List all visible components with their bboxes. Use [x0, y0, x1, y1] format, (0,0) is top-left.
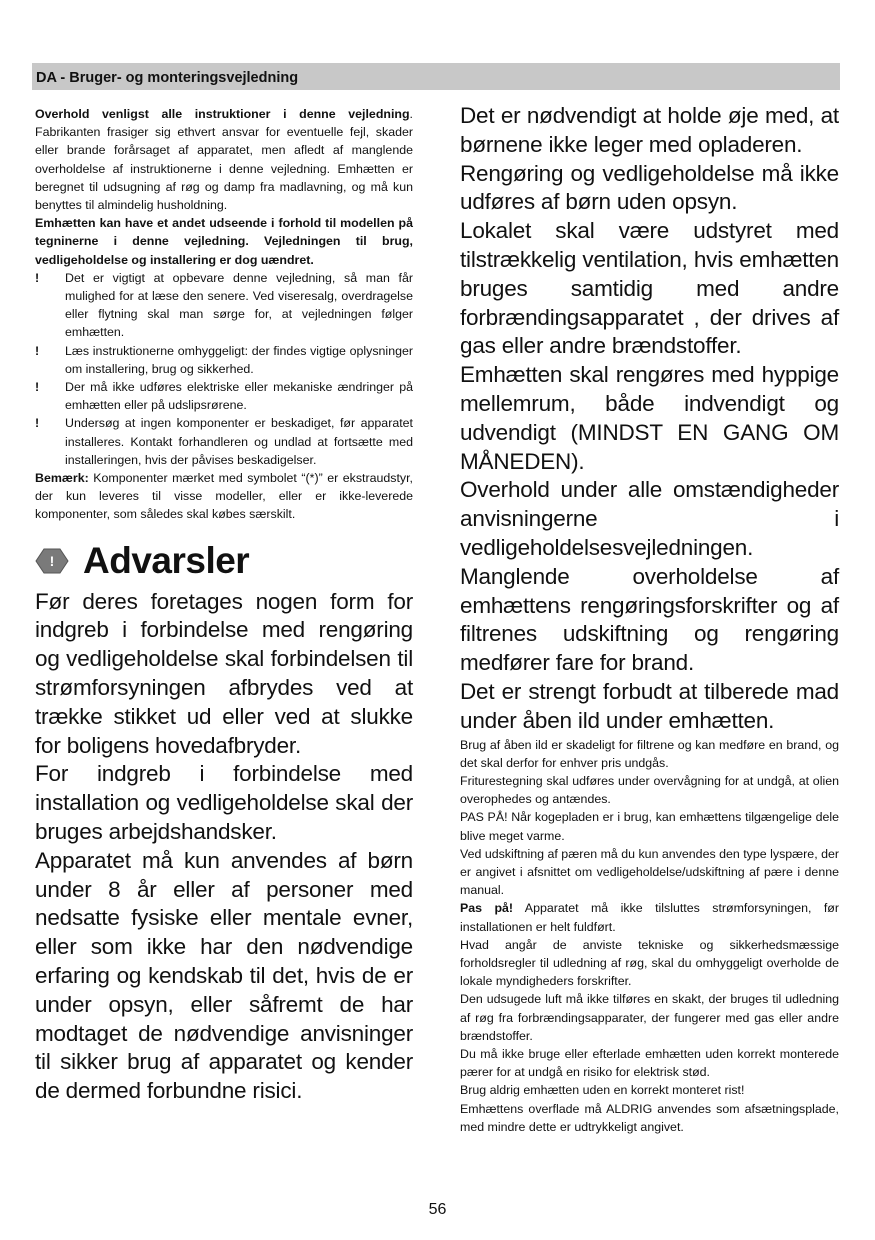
bullet-item — [35, 342, 413, 378]
pas-paa-paragraph — [460, 899, 839, 935]
warning-paragraph: Rengøring og vedligeholdelse må ikke udføres af børn uden opsyn. — [460, 160, 839, 215]
left-column — [35, 105, 413, 1106]
bullet-text: Det er vigtigt at opbevare denne vejledning, så man får mulighed for at læse den senere. Ved viseresalg, overdragelse eller flytning skal man sørge for, at vejledningen følger emhætten. — [65, 270, 413, 340]
pas-paa-text: Apparatet må ikke tilsluttes strømforsyningen, før installationen er helt fuldført. — [460, 901, 839, 934]
note-label: Bemærk: — [35, 471, 89, 486]
section-header: DA - Bruger- og monteringsvejledning — [32, 63, 840, 90]
intro-bold: Overhold venligst alle instruktioner i denne vejledning — [35, 107, 410, 121]
bullet-item — [35, 378, 413, 414]
bullet-text: Læs instruktionerne omhyggeligt: der findes vigtige oplysninger om installering, brug og sikkerhed. — [65, 343, 413, 376]
svg-text:!: ! — [49, 552, 55, 569]
safety-paragraph: Brug aldrig emhætten uden en korrekt monteret rist! — [460, 1083, 745, 1098]
bullet-text: Der må ikke udføres elektriske eller mekaniske ændringer på emhætten eller på udslipsrørene. — [65, 380, 413, 413]
exclamation-icon: ! — [35, 380, 40, 395]
bullet-text: Undersøg at ingen komponenter er beskadiget, før apparatet installeres. Kontakt forhandleren og undlad at fortsætte med installeringen, hvis der påvises beskadigelser. — [65, 416, 413, 467]
safety-paragraph: Hvad angår de anviste tekniske og sikkerhedsmæssige forholdsregler til udledning af røg, skal du omhyggeligt overholde de lokale myndigheders forskrifter. — [460, 937, 839, 989]
warning-paragraph: Emhætten skal rengøres med hyppige mellemrum, både indvendigt og udvendigt (MINDST EN GANG OM MÅNEDEN). — [460, 362, 839, 474]
safety-paragraph: Du må ikke bruge eller efterlade emhætten uden korrekt monterede pærer for at undgå en risiko for elektrisk stød. — [460, 1046, 839, 1080]
page-number: 56 — [428, 1201, 447, 1218]
exclamation-icon: ! — [35, 343, 40, 358]
safety-paragraph: PAS PÅ! Når kogepladen er i brug, kan emhættens tilgængelige dele blive meget varme. — [460, 810, 839, 843]
warning-paragraph: Lokalet skal være udstyret med tilstrækkelig ventilation, hvis emhætten bruges samtidig med andre forbrændingsapparatet , der drives af gas eller andre brændstoffer. — [460, 218, 839, 359]
model-notice-text: Emhætten kan have et andet udseende i forhold til modellen på tegninerne i denne vejledning. Vejledningen til brug, vedligeholdelse og installering er dog uændret. — [35, 216, 413, 267]
safety-paragraph: Brug af åben ild er skadeligt for filtrene og kan medføre en brand, og det skal derfor for enhver pris undgås. — [460, 737, 839, 770]
intro-paragraph — [35, 105, 413, 214]
warning-paragraph: Det er nødvendigt at holde øje med, at børnene ikke leger med opladeren. — [460, 103, 839, 157]
safety-paragraph: Ved udskiftning af pæren må du kun anvendes den type lyspære, der er angivet i afsnittet om vedligeholdelse/udskiftning af pære i denne manual. — [460, 846, 839, 898]
warning-paragraph: Før deres foretages nogen form for indgreb i forbindelse med rengøring og vedligeholdelse skal forbindelsen til strømforsyningen afbrydes ved at trække stikket ud eller ved at slukke for boligens hovedafbryder. — [35, 588, 413, 758]
intro-rest: . Fabrikanten frasiger sig ethvert ansvar for eventuelle fejl, skader eller brande forårsaget af apparatet, men afledt af manglende overholdelse af instruktionerne i denne vejledning. Emhætten er beregnet til udsugning af røg og damp fra madlavning, og må kun benyttes til almindelig husholdning. — [35, 107, 413, 213]
exclamation-icon: ! — [35, 270, 40, 285]
pas-paa-label: Pas på! — [460, 901, 514, 916]
bullet-item — [35, 269, 413, 342]
exclamation-icon: ! — [35, 416, 40, 431]
warnings-title: Advarsler — [83, 539, 250, 581]
warnings-heading — [35, 536, 413, 586]
warning-paragraph: Apparatet må kun anvendes af børn under 8 år eller af personer med nedsatte fysiske eller mentale evner, eller som ikke har den nødvendige erfaring og kendskab til det, hvis de er under opsyn, eller såfremt de har modtaget de nødvendige anvisninger til sikker brug af apparatet og kender de dermed forbundne risici. — [35, 847, 413, 1104]
right-column — [460, 102, 839, 1136]
warning-paragraph: Overhold under alle omstændigheder anvisningerne i vedligeholdelsesvejledningen. — [460, 477, 839, 560]
safety-paragraph: Emhættens overflade må ALDRIG anvendes som afsætningsplade, med mindre dette er udtrykkeligt angivet. — [460, 1101, 839, 1134]
model-notice — [35, 214, 413, 269]
warning-paragraph: Manglende overholdelse af emhættens rengøringsforskrifter og af filtrenes udskiftning og rengøring medfører fare for brand. — [460, 563, 839, 676]
warning-paragraph: Det er strengt forbudt at tilberede mad under åben ild under emhætten. — [460, 678, 839, 733]
safety-paragraph: Friturestegning skal udføres under overvågning for at undgå, at olien overophedes og antændes. — [460, 773, 839, 807]
note-text: Komponenter mærket med symbolet “(*)” er ekstraudstyr, der kun leveres til visse modeller, eller er ikke-leverede komponenter, som således skal købes særskilt. — [35, 471, 413, 522]
note-paragraph — [35, 469, 413, 524]
warning-paragraph: For indgreb i forbindelse med installation og vedligeholdelse skal der bruges arbejdshandsker. — [35, 761, 413, 845]
safety-paragraph: Den udsugede luft må ikke tilføres en skakt, der bruges til udledning af røg fra forbrændingsapparater, der fungerer med gas eller andre brændstoffer. — [460, 992, 839, 1043]
warning-icon — [35, 547, 69, 575]
bullet-item — [35, 414, 413, 469]
